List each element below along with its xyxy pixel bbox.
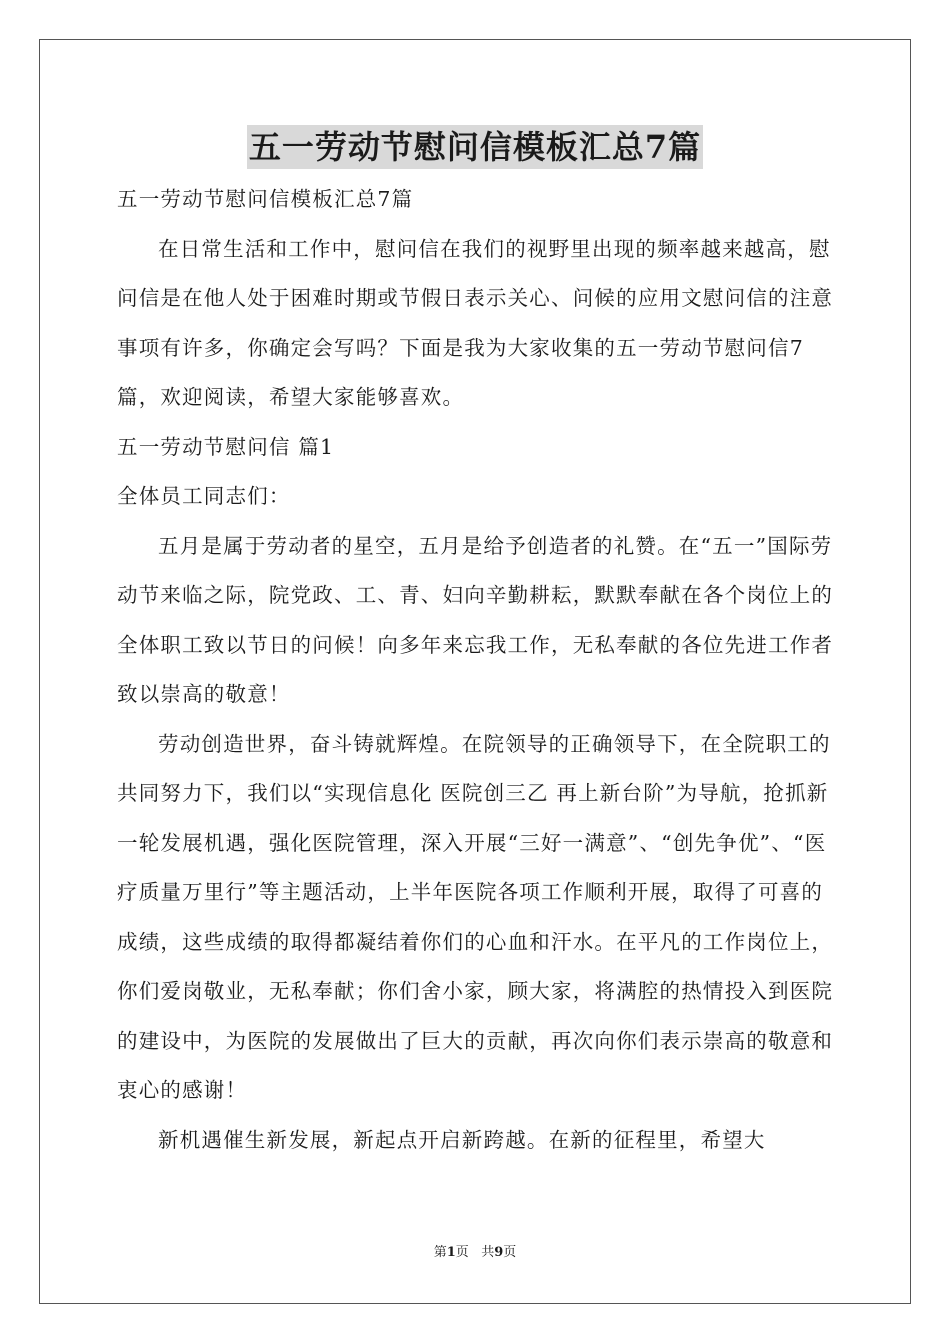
- paragraph-subtitle: 五一劳动节慰问信模板汇总7篇: [117, 187, 414, 211]
- page-unit: 页: [455, 1245, 469, 1260]
- paragraph-body: 新机遇催生新发展，新起点开启新跨越。在新的征程里，希望大: [158, 1127, 766, 1152]
- paragraph-intro: 在日常生活和工作中，慰问信在我们的视野里出现的频率越来越高，慰问信是在他人处于困难时期或节假日表示关心、问候的应用文慰问信的注意事项有许多，你确定会写吗？下面是我为大家收集的五一劳动节慰问信7篇，欢迎阅读，希望大家能够喜欢。: [117, 236, 834, 409]
- total-prefix: 共: [481, 1245, 495, 1260]
- section-heading: 五一劳动节慰问信 篇1: [117, 434, 335, 459]
- page-prefix: 第: [433, 1245, 447, 1260]
- document-body: [117, 175, 837, 1165]
- paragraph-body: 劳动创造世界，奋斗铸就辉煌。在院领导的正确领导下，在全院职工的共同努力下，我们以“实现信息化 医院创三乙 再上新台阶”为导航，抢抓新一轮发展机遇，强化医院管理，深入开展“三好一满意”、“创先争优”、“医疗质量万里行”等主题活动，上半年医院各项工作顺利开展，取得了可喜的成绩，这些成绩的取得都凝结着你们的心血和汗水。在平凡的工作岗位上，你们爱岗敬业，无私奉献；你们舍小家，顾大家，将满腔的热情投入到医院的建设中，为医院的发展做出了巨大的贡献，再次向你们表示崇高的敬意和衷心的感谢！: [117, 731, 834, 1102]
- title-container: [0, 125, 950, 169]
- page-current: 1: [446, 1245, 456, 1260]
- salutation: 全体员工同志们：: [117, 484, 291, 508]
- document-title: 五一劳动节慰问信模板汇总7篇: [247, 125, 703, 169]
- page-total: 9: [494, 1245, 504, 1260]
- paragraph-body: 五月是属于劳动者的星空，五月是给予创造者的礼赞。在“五一”国际劳动节来临之际，院党政、工、青、妇向辛勤耕耘，默默奉献在各个岗位上的全体职工致以节日的问候！向多年来忘我工作，无私奉献的各位先进工作者致以崇高的敬意！: [117, 533, 834, 706]
- total-unit: 页: [503, 1245, 517, 1260]
- page-footer: [0, 1244, 950, 1262]
